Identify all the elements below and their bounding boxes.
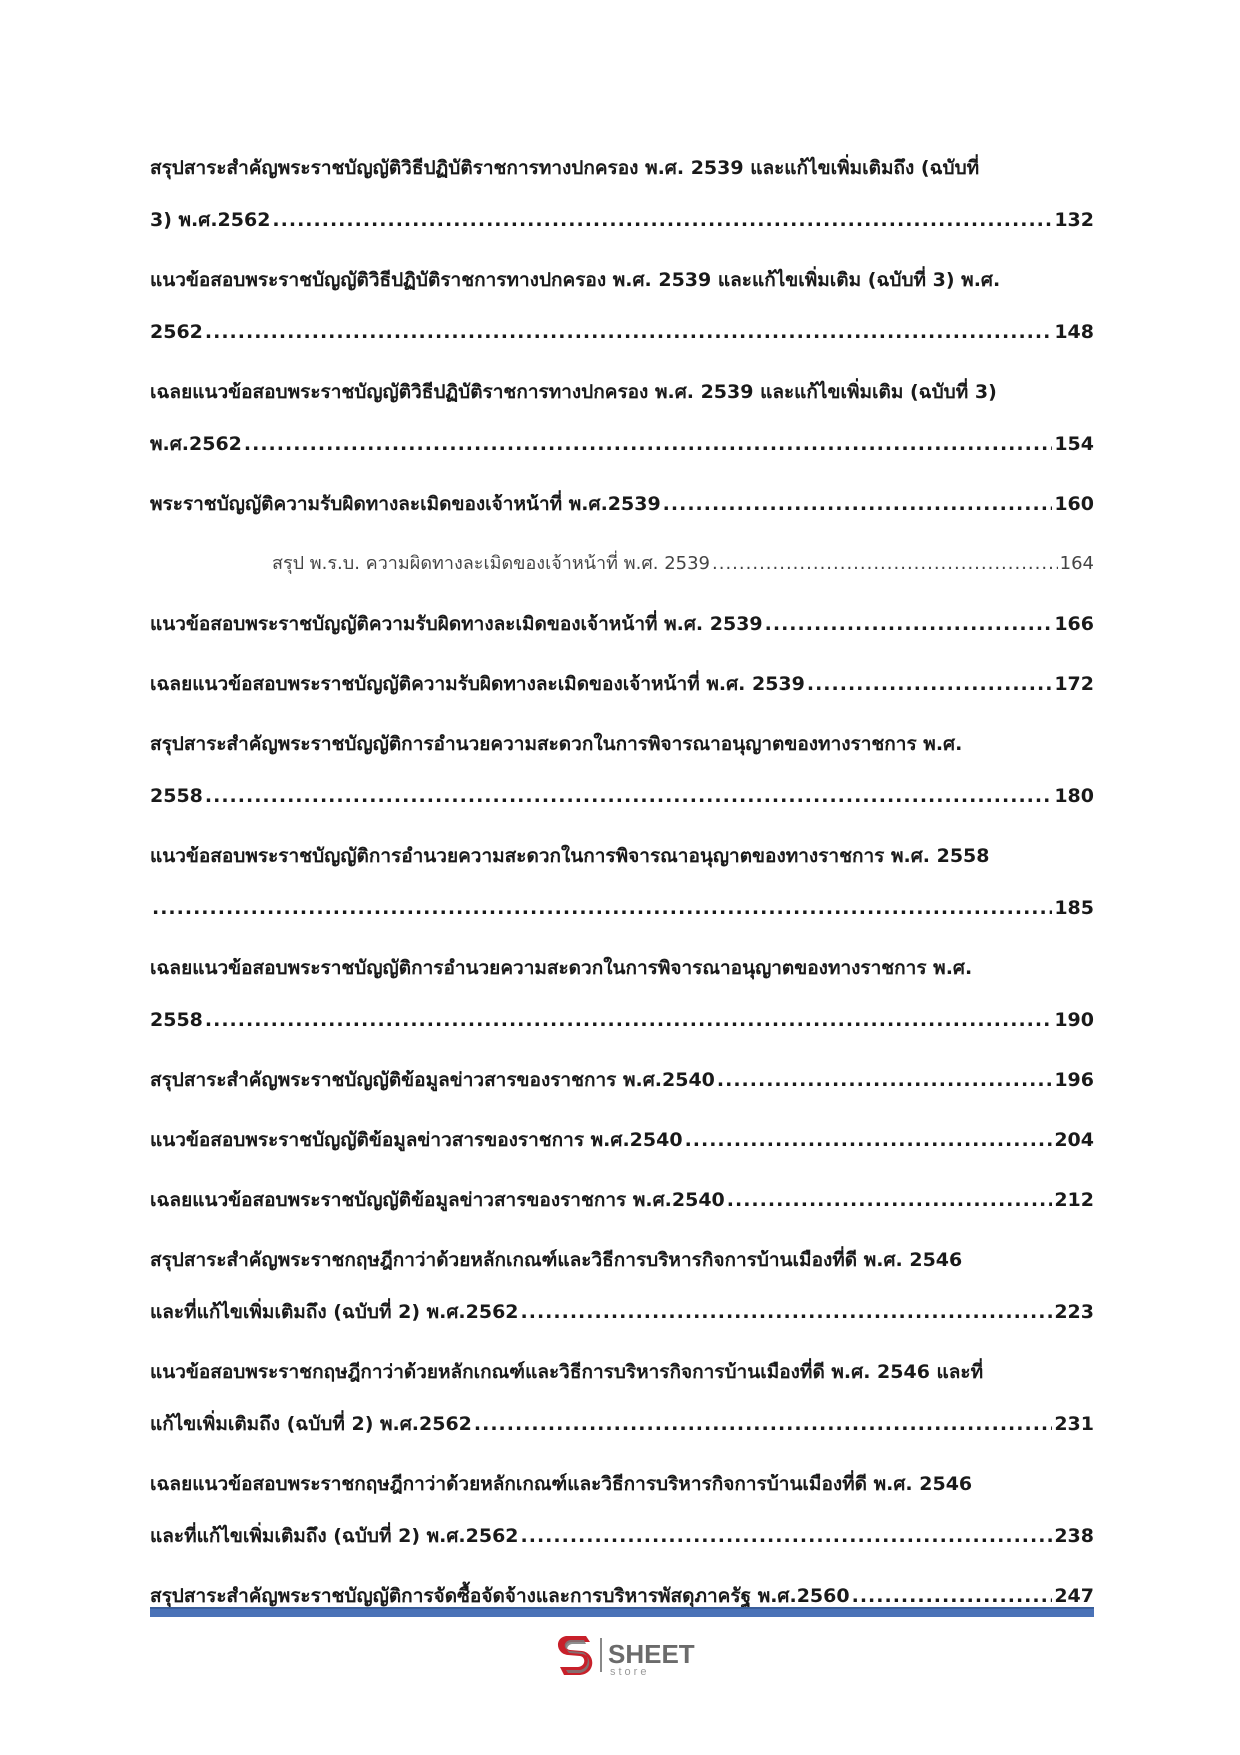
- toc-entry-row: [150, 1286, 1094, 1338]
- toc-entry-title-end: เฉลยแนวข้อสอบพระราชบัญญัติข้อมูลข่าวสารของราชการ พ.ศ.2540: [150, 1189, 725, 1211]
- toc-page-number: 238: [1054, 1525, 1094, 1547]
- toc-page-number: 172: [1054, 673, 1094, 695]
- toc-entry-title-end: สรุป พ.ร.บ. ความผิดทางละเมิดของเจ้าหน้าที่ พ.ศ. 2539: [272, 553, 711, 574]
- toc-entry-row: [150, 418, 1094, 470]
- toc-page-number: 154: [1054, 433, 1094, 455]
- toc-entry-title-end: แนวข้อสอบพระราชบัญญัติข้อมูลข่าวสารของราชการ พ.ศ.2540: [150, 1129, 683, 1151]
- toc-entry-row: [150, 1510, 1094, 1562]
- toc-page-number: 132: [1054, 209, 1094, 231]
- dot-leader: [272, 194, 1052, 246]
- dot-leader: [663, 478, 1053, 530]
- toc-entry-title-end: แนวข้อสอบพระราชบัญญัติความรับผิดทางละเมิดของเจ้าหน้าที่ พ.ศ. 2539: [150, 613, 763, 635]
- toc-entry-title: เฉลยแนวข้อสอบพระราชบัญญัติวิธีปฏิบัติราชการทางปกครอง พ.ศ. 2539 และแก้ไขเพิ่มเติม (ฉบับที่ 3): [150, 381, 997, 403]
- dot-leader: [685, 1114, 1053, 1166]
- toc-page-number: 247: [1054, 1585, 1094, 1607]
- dot-leader: [474, 1398, 1052, 1450]
- dot-leader: [727, 1174, 1053, 1226]
- toc-entry-title: สรุปสาระสำคัญพระราชบัญญัติการอำนวยความสะดวกในการพิจารณาอนุญาตของทางราชการ พ.ศ.: [150, 733, 963, 755]
- dot-leader: [717, 1054, 1052, 1106]
- toc-entry-row: [272, 538, 1094, 590]
- dot-leader: [205, 306, 1052, 358]
- toc-entry-title-end: สรุปสาระสำคัญพระราชบัญญัติการจัดซื้อจัดจ้างและการบริหารพัสดุภาครัฐ พ.ศ.2560: [150, 1585, 850, 1607]
- toc-page-number: 166: [1054, 613, 1094, 635]
- dot-leader: [244, 418, 1052, 470]
- toc-entry-title-end: และที่แก้ไขเพิ่มเติมถึง (ฉบับที่ 2) พ.ศ.2562: [150, 1301, 519, 1323]
- toc-entry-row: [150, 1174, 1094, 1226]
- toc-page-number: 204: [1054, 1129, 1094, 1151]
- toc-entry-title-end: 2558: [150, 1009, 203, 1031]
- toc-entry-row: [150, 658, 1094, 710]
- sheet-store-logo: [556, 1628, 716, 1688]
- toc-entry-title: สรุปสาระสำคัญพระราชบัญญัติวิธีปฏิบัติราชการทางปกครอง พ.ศ. 2539 และแก้ไขเพิ่มเติมถึง (ฉบับที่: [150, 157, 980, 179]
- toc-entry-row: [150, 194, 1094, 246]
- toc-entry-row: [150, 882, 1094, 934]
- toc-entry[interactable]: [150, 1234, 1094, 1338]
- dot-leader: [712, 538, 1058, 590]
- toc-entry[interactable]: [150, 598, 1094, 650]
- toc-page-number: 160: [1054, 493, 1094, 515]
- dot-leader: [765, 598, 1053, 650]
- toc-page-number: 196: [1054, 1069, 1094, 1091]
- toc-entry-row: [150, 478, 1094, 530]
- table-of-contents: [150, 142, 1094, 1630]
- toc-entry-row: [150, 1054, 1094, 1106]
- toc-page-number: 212: [1054, 1189, 1094, 1211]
- dot-leader: [205, 770, 1052, 822]
- toc-entry-title: แนวข้อสอบพระราชบัญญัติวิธีปฏิบัติราชการทางปกครอง พ.ศ. 2539 และแก้ไขเพิ่มเติม (ฉบับที่ 3) พ.ศ.: [150, 269, 1001, 291]
- toc-entry-title-end: แก้ไขเพิ่มเติมถึง (ฉบับที่ 2) พ.ศ.2562: [150, 1413, 472, 1435]
- toc-entry[interactable]: [150, 1458, 1094, 1562]
- toc-entry-title: แนวข้อสอบพระราชบัญญัติการอำนวยความสะดวกในการพิจารณาอนุญาตของทางราชการ พ.ศ. 2558: [150, 845, 990, 867]
- toc-entry-title-end: 3) พ.ศ.2562: [150, 209, 271, 231]
- dot-leader: [152, 882, 1052, 934]
- toc-entry-title-end: 2562: [150, 321, 203, 343]
- logo-text: SHEET: [608, 1639, 695, 1669]
- toc-entry-title-end: 2558: [150, 785, 203, 807]
- toc-entry-title-end: พระราชบัญญัติความรับผิดทางละเมิดของเจ้าหน้าที่ พ.ศ.2539: [150, 493, 661, 515]
- toc-entry-row: [150, 770, 1094, 822]
- toc-entry-title: แนวข้อสอบพระราชกฤษฎีกาว่าด้วยหลักเกณฑ์และวิธีการบริหารกิจการบ้านเมืองที่ดี พ.ศ. 2546 และที่: [150, 1361, 984, 1383]
- toc-page-number: 148: [1054, 321, 1094, 343]
- toc-entry[interactable]: [150, 254, 1094, 358]
- logo-subtext: store: [610, 1666, 650, 1678]
- toc-entry[interactable]: [150, 718, 1094, 822]
- toc-entry-row: [150, 1114, 1094, 1166]
- toc-entry[interactable]: [150, 1054, 1094, 1106]
- toc-entry[interactable]: [150, 1114, 1094, 1166]
- toc-entry-title-end: และที่แก้ไขเพิ่มเติมถึง (ฉบับที่ 2) พ.ศ.2562: [150, 1525, 519, 1547]
- toc-page-number: 180: [1054, 785, 1094, 807]
- toc-entry[interactable]: [150, 142, 1094, 246]
- toc-entry-row: [150, 306, 1094, 358]
- toc-page-number: 185: [1054, 897, 1094, 919]
- toc-page-number: 164: [1059, 553, 1094, 574]
- dot-leader: [807, 658, 1052, 710]
- toc-entry[interactable]: [150, 478, 1094, 530]
- toc-entry-row: [150, 598, 1094, 650]
- toc-entry-title-end: เฉลยแนวข้อสอบพระราชบัญญัติความรับผิดทางละเมิดของเจ้าหน้าที่ พ.ศ. 2539: [150, 673, 805, 695]
- toc-entry-title-end: สรุปสาระสำคัญพระราชบัญญัติข้อมูลข่าวสารของราชการ พ.ศ.2540: [150, 1069, 715, 1091]
- toc-entry[interactable]: [150, 538, 1094, 590]
- dot-leader: [521, 1510, 1053, 1562]
- dot-leader: [205, 994, 1052, 1046]
- toc-page-number: 190: [1054, 1009, 1094, 1031]
- toc-entry-title-end: พ.ศ.2562: [150, 433, 242, 455]
- toc-entry-row: [150, 994, 1094, 1046]
- toc-page-number: 223: [1054, 1301, 1094, 1323]
- toc-entry[interactable]: [150, 830, 1094, 934]
- toc-entry[interactable]: [150, 1174, 1094, 1226]
- toc-page-number: 231: [1054, 1413, 1094, 1435]
- sheet-store-logo-icon: [556, 1628, 716, 1688]
- footer-divider: [150, 1607, 1094, 1617]
- toc-entry[interactable]: [150, 658, 1094, 710]
- toc-entry-title: สรุปสาระสำคัญพระราชกฤษฎีกาว่าด้วยหลักเกณฑ์และวิธีการบริหารกิจการบ้านเมืองที่ดี พ.ศ. 2546: [150, 1249, 963, 1271]
- toc-entry[interactable]: [150, 942, 1094, 1046]
- toc-entry-title: เฉลยแนวข้อสอบพระราชกฤษฎีกาว่าด้วยหลักเกณฑ์และวิธีการบริหารกิจการบ้านเมืองที่ดี พ.ศ. 2546: [150, 1473, 973, 1495]
- toc-entry-row: [150, 1398, 1094, 1450]
- toc-entry[interactable]: [150, 366, 1094, 470]
- dot-leader: [521, 1286, 1053, 1338]
- toc-entry[interactable]: [150, 1346, 1094, 1450]
- toc-entry-title: เฉลยแนวข้อสอบพระราชบัญญัติการอำนวยความสะดวกในการพิจารณาอนุญาตของทางราชการ พ.ศ.: [150, 957, 973, 979]
